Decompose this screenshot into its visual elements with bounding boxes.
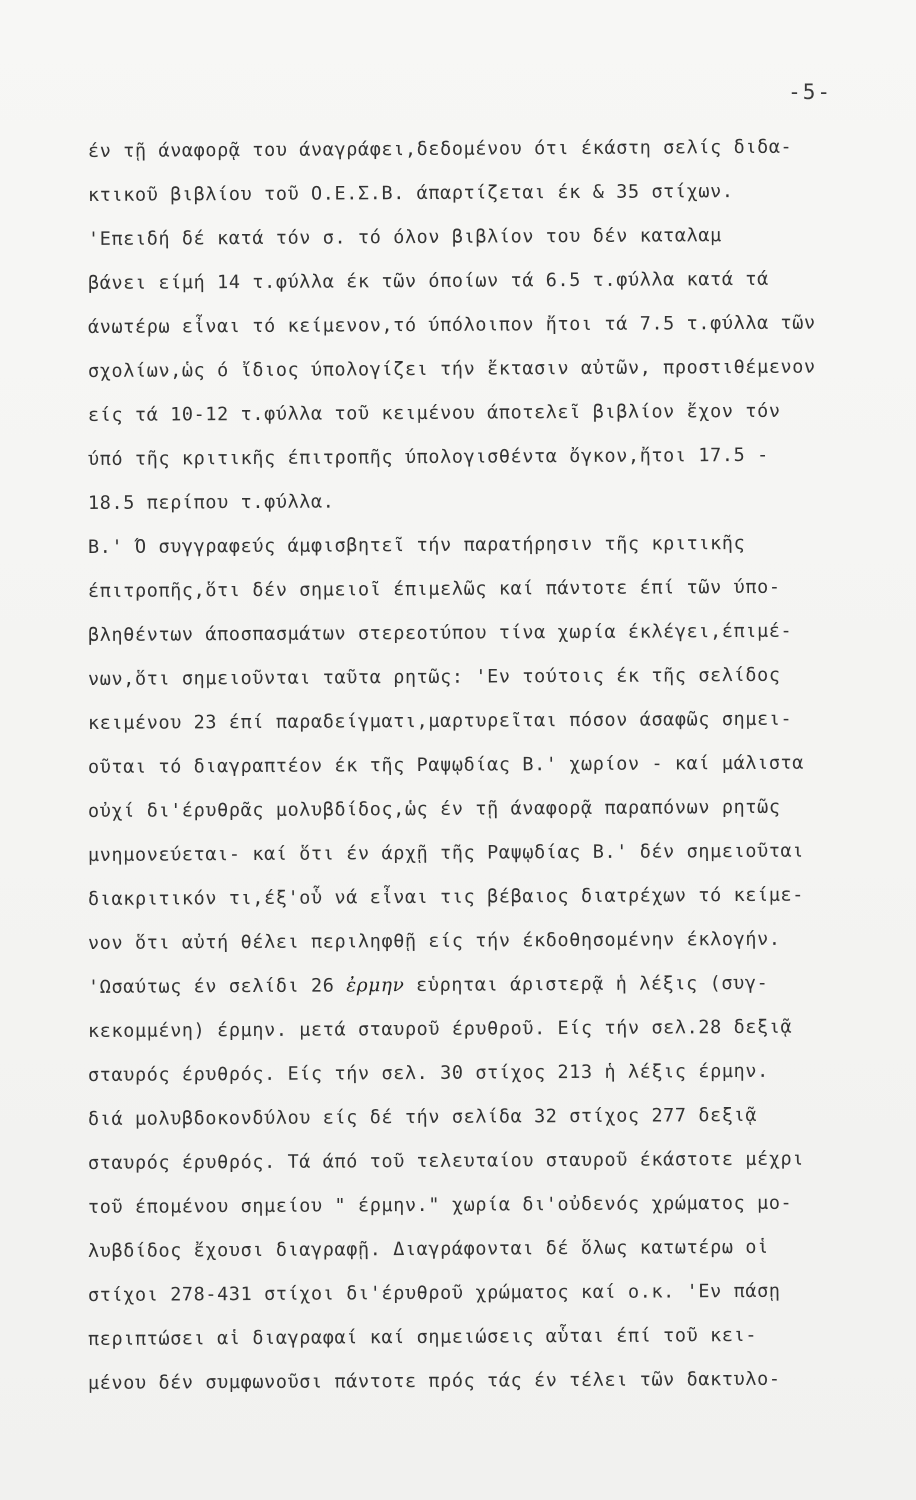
typewritten-text: [88, 130, 878, 1406]
text-line-2: κτικοῦ βιβλίου τοῦ Ο.Ε.Σ.Β. άπαρτίζεται έκ & 35 στίχων.: [87, 181, 734, 206]
text-line-6: σχολίων,ὡς ό ἴδιος ύπολογίζει τήν ἔκτασιν αὐτῶν, προστιθέμενον: [87, 356, 816, 382]
text-line-28: περιπτώσει αἱ διαγραφαί καί σημειώσεις αὗται έπί τοῦ κει-: [87, 1324, 758, 1350]
text-line-24: σταυρός έρυθρός. Τά άπό τοῦ τελευταίου σταυροῦ έκάστοτε μέχρι: [87, 1148, 805, 1174]
text-line-27: στίχοι 278-431 στίχοι δι'έρυθροῦ χρώματος καί ο.κ. 'Εν πάσῃ: [87, 1280, 781, 1306]
text-line-11: έπιτροπῆς,ὅτι δέν σημειοῖ έπιμελῶς καί πάντοτε έπί τῶν ύπο-: [87, 576, 781, 602]
text-line-20: [88, 961, 878, 1010]
text-line-9: 18.5 περίπου τ.φύλλα.: [87, 491, 335, 514]
handwritten-word: ἐρμην: [346, 975, 405, 997]
text-line-14: κειμένου 23 έπί παραδείγματι,μαρτυρεῖται πόσον άσαφῶς σημει-: [87, 708, 793, 734]
text-line-29: μένου δέν συμφωνοῦσι πάντοτε πρός τάς έν τέλει τῶν δακτυλο-: [87, 1368, 781, 1394]
text-line-7: είς τά 10-12 τ.φύλλα τοῦ κειμένου άποτελεῖ βιβλίον ἔχον τόν: [87, 400, 781, 426]
text-line-3: 'Επειδή δέ κατά τόν σ. τό όλον βιβλίον του δέν καταλαμ: [87, 225, 722, 250]
text-line-25: τοῦ έπομένου σημείου " έρμην." χωρία δι'οὐδενός χρώματος μο-: [87, 1192, 793, 1218]
text-line-22: σταυρός έρυθρός. Είς τήν σελ. 30 στίχος 213 ἡ λέξις έρμην.: [87, 1060, 769, 1086]
text-line-13: νων,ὅτι σημειοῦνται ταῦτα ρητῶς: 'Εν τούτοις έκ τῆς σελίδος: [87, 664, 781, 690]
text-line-19: νον ὅτι αὐτή θέλει περιληφθῇ είς τήν έκδοθησομένην έκλογήν.: [87, 928, 781, 954]
text-line-20-end: εὑρηται άριστερᾷ ἡ λέξις (συγ-: [404, 972, 769, 997]
text-line-17: μνημονεύεται- καί ὅτι έν άρχῇ τῆς Ραψῳδίας Β.' δέν σημειοῦται: [87, 840, 805, 866]
text-line-23: διά μολυβδοκονδύλου είς δέ τήν σελίδα 32 στίχος 277 δεξιᾷ: [87, 1104, 758, 1130]
text-line-12: βληθέντων άποσπασμάτων στερεοτύπου τίνα χωρία έκλέγει,έπιμέ-: [87, 620, 793, 646]
text-line-8: ύπό τῆς κριτικῆς έπιτροπῆς ύπολογισθέντα ὄγκον,ἤτοι 17.5 -: [87, 444, 769, 470]
text-line-1: έν τῇ άναφορᾷ του άναγράφει,δεδομένου ότι έκάστη σελίς διδα-: [87, 136, 793, 162]
text-line-4: βάνει είμή 14 τ.φύλλα έκ τῶν όποίων τά 6.5 τ.φύλλα κατά τά: [87, 268, 769, 294]
text-line-10: Β.' Ό συγγραφεύς άμφισβητεῖ τήν παρατήρησιν τῆς κριτικῆς: [87, 532, 746, 558]
text-line-21: κεκομμένη) έρμην. μετά σταυροῦ έρυθροῦ. Είς τήν σελ.28 δεξιᾷ: [87, 1016, 793, 1042]
text-line-5: άνωτέρω εἶναι τό κείμενον,τό ύπόλοιπον ἤτοι τά 7.5 τ.φύλλα τῶν: [87, 312, 816, 338]
text-line-26: λυβδίδος ἔχουσι διαγραφῇ. Διαγράφονται δέ ὅλως κατωτέρω οἱ: [87, 1236, 769, 1262]
text-line-20-start: 'Ωσαύτως έν σελίδι 26: [87, 975, 347, 998]
text-line-18: διακριτικόν τι,έξ'οὗ νά εἶναι τις βέβαιος διατρέχων τό κείμε-: [87, 884, 805, 910]
text-line-16: οὐχί δι'έρυθρᾶς μολυβδίδος,ὡς έν τῇ άναφορᾷ παραπόνων ρητῶς: [87, 796, 781, 822]
page-number: -5-: [788, 80, 832, 104]
text-line-15: οῦται τό διαγραπτέον έκ τῆς Ραψῳδίας Β.' χωρίον - καί μάλιστα: [87, 752, 805, 778]
